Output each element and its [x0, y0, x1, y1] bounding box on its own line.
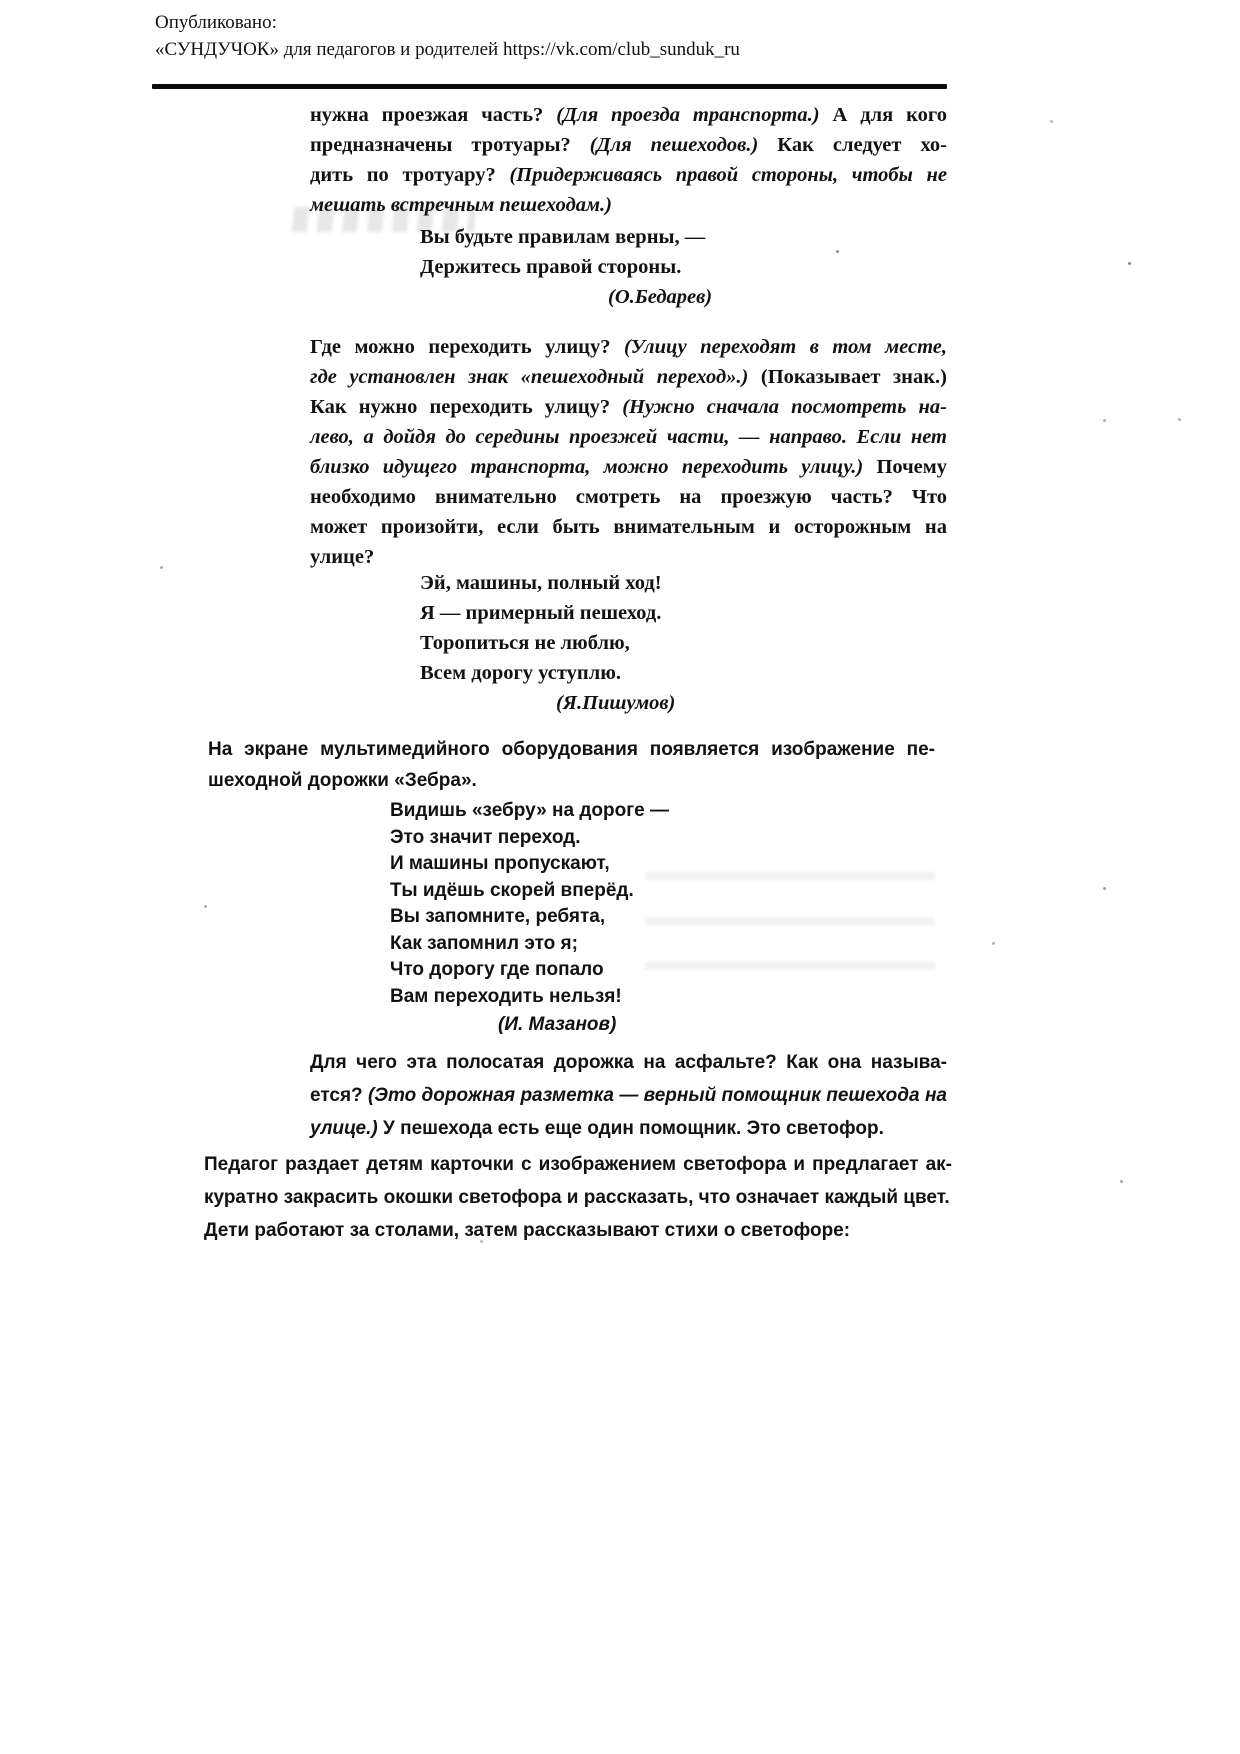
- text-line: Вам переходить нельзя!: [390, 985, 622, 1007]
- text-line: Ты идёшь скорей вперёд.: [390, 879, 634, 901]
- paragraph-sidewalk-qa: [310, 100, 947, 220]
- text-line: где установлен знак «пешеходный переход».) (Показывает знак.): [310, 366, 947, 388]
- text-line: нужна проезжая часть? (Для проезда транспорта.) А для кого: [310, 104, 947, 126]
- poem-author-bedarev: (О.Бедарев): [608, 286, 713, 308]
- text-line: Я — примерный пешеход.: [420, 602, 662, 624]
- text-line: Вы будьте правилам верны, —: [420, 226, 706, 248]
- text-line: Эй, машины, полный ход!: [420, 572, 662, 594]
- text-line: шеходной дорожки «Зебра».: [208, 770, 477, 791]
- header-source-url: https://vk.com/club_sunduk_ru: [502, 39, 740, 60]
- text-line: Для чего эта полосатая дорожка на асфальте? Как она называ-: [310, 1052, 947, 1073]
- text-line: дить по тротуару? (Придерживаясь правой стороны, чтобы не: [310, 164, 947, 186]
- paragraph-children-work: [204, 1214, 964, 1247]
- header-source-text: «СУНДУЧОК» для педагогов и родителей: [155, 39, 503, 60]
- poem-right-side: [420, 222, 705, 282]
- text-line: На экране мультимедийного оборудования появляется изображение пе-: [208, 739, 935, 760]
- text-line: предназначены тротуары? (Для пешеходов.) Как следует хо-: [310, 134, 947, 156]
- text-line: Всем дорогу уступлю.: [420, 662, 622, 684]
- text-line: Где можно переходить улицу? (Улицу переходят в том месте,: [310, 336, 947, 358]
- header-published-label: Опубликовано:: [155, 12, 277, 33]
- text-line: ется? (Это дорожная разметка — верный помощник пешехода на: [310, 1085, 947, 1106]
- text-line: куратно закрасить окошки светофора и рассказать, что означает каждый цвет.: [204, 1187, 950, 1208]
- poem-author-pishumov: (Я.Пишумов): [556, 692, 676, 714]
- scan-noise-dots: [1128, 262, 1131, 265]
- text-line: Педагог раздает детям карточки с изображением светофора и предлагает ак-: [204, 1154, 952, 1175]
- divider-rule: [152, 84, 947, 89]
- text-line: может произойти, если быть внимательным и осторожным на: [310, 516, 947, 538]
- text-line: мешать встречным пешеходам.): [310, 194, 612, 216]
- text-line: близко идущего транспорта, можно переходить улицу.) Почему: [310, 456, 947, 478]
- header-source-line: [155, 37, 740, 63]
- text-line: Как запомнил это я;: [390, 932, 578, 954]
- text-line: Что дорогу где попало: [390, 959, 604, 980]
- text-line: И машины пропускают,: [390, 853, 610, 874]
- text-line: Как нужно переходить улицу? (Нужно сначала посмотреть на-: [310, 396, 947, 418]
- poem-author-mazanov: (И. Мазанов): [498, 1014, 617, 1035]
- paragraph-teacher-cards: [204, 1148, 952, 1214]
- text-line: необходимо внимательно смотреть на проезжую часть? Что: [310, 486, 947, 508]
- bleedthrough-artifact: [645, 872, 935, 982]
- paragraph-crossing-qa: [310, 332, 947, 572]
- text-line: Дети работают за столами, затем рассказывают стихи о светофоре:: [204, 1220, 851, 1241]
- text-line: улице.) У пешехода есть еще один помощник. Это светофор.: [310, 1118, 884, 1139]
- text-line: Это значит переход.: [390, 826, 581, 848]
- poem-pedestrian: [420, 568, 662, 688]
- poem-zebra: [390, 798, 669, 1010]
- text-line: Вы запомните, ребята,: [390, 906, 606, 927]
- text-line: лево, а дойдя до середины проезжей части, — направо. Если нет: [310, 426, 947, 448]
- paragraph-road-marking: [310, 1046, 947, 1145]
- text-line: Держитесь правой стороны.: [420, 256, 682, 278]
- text-line: Торопиться не люблю,: [420, 632, 630, 654]
- stage-direction-zebra: [208, 734, 935, 796]
- text-line: улице?: [310, 546, 375, 568]
- text-line: Видишь «зебру» на дороге —: [390, 800, 669, 821]
